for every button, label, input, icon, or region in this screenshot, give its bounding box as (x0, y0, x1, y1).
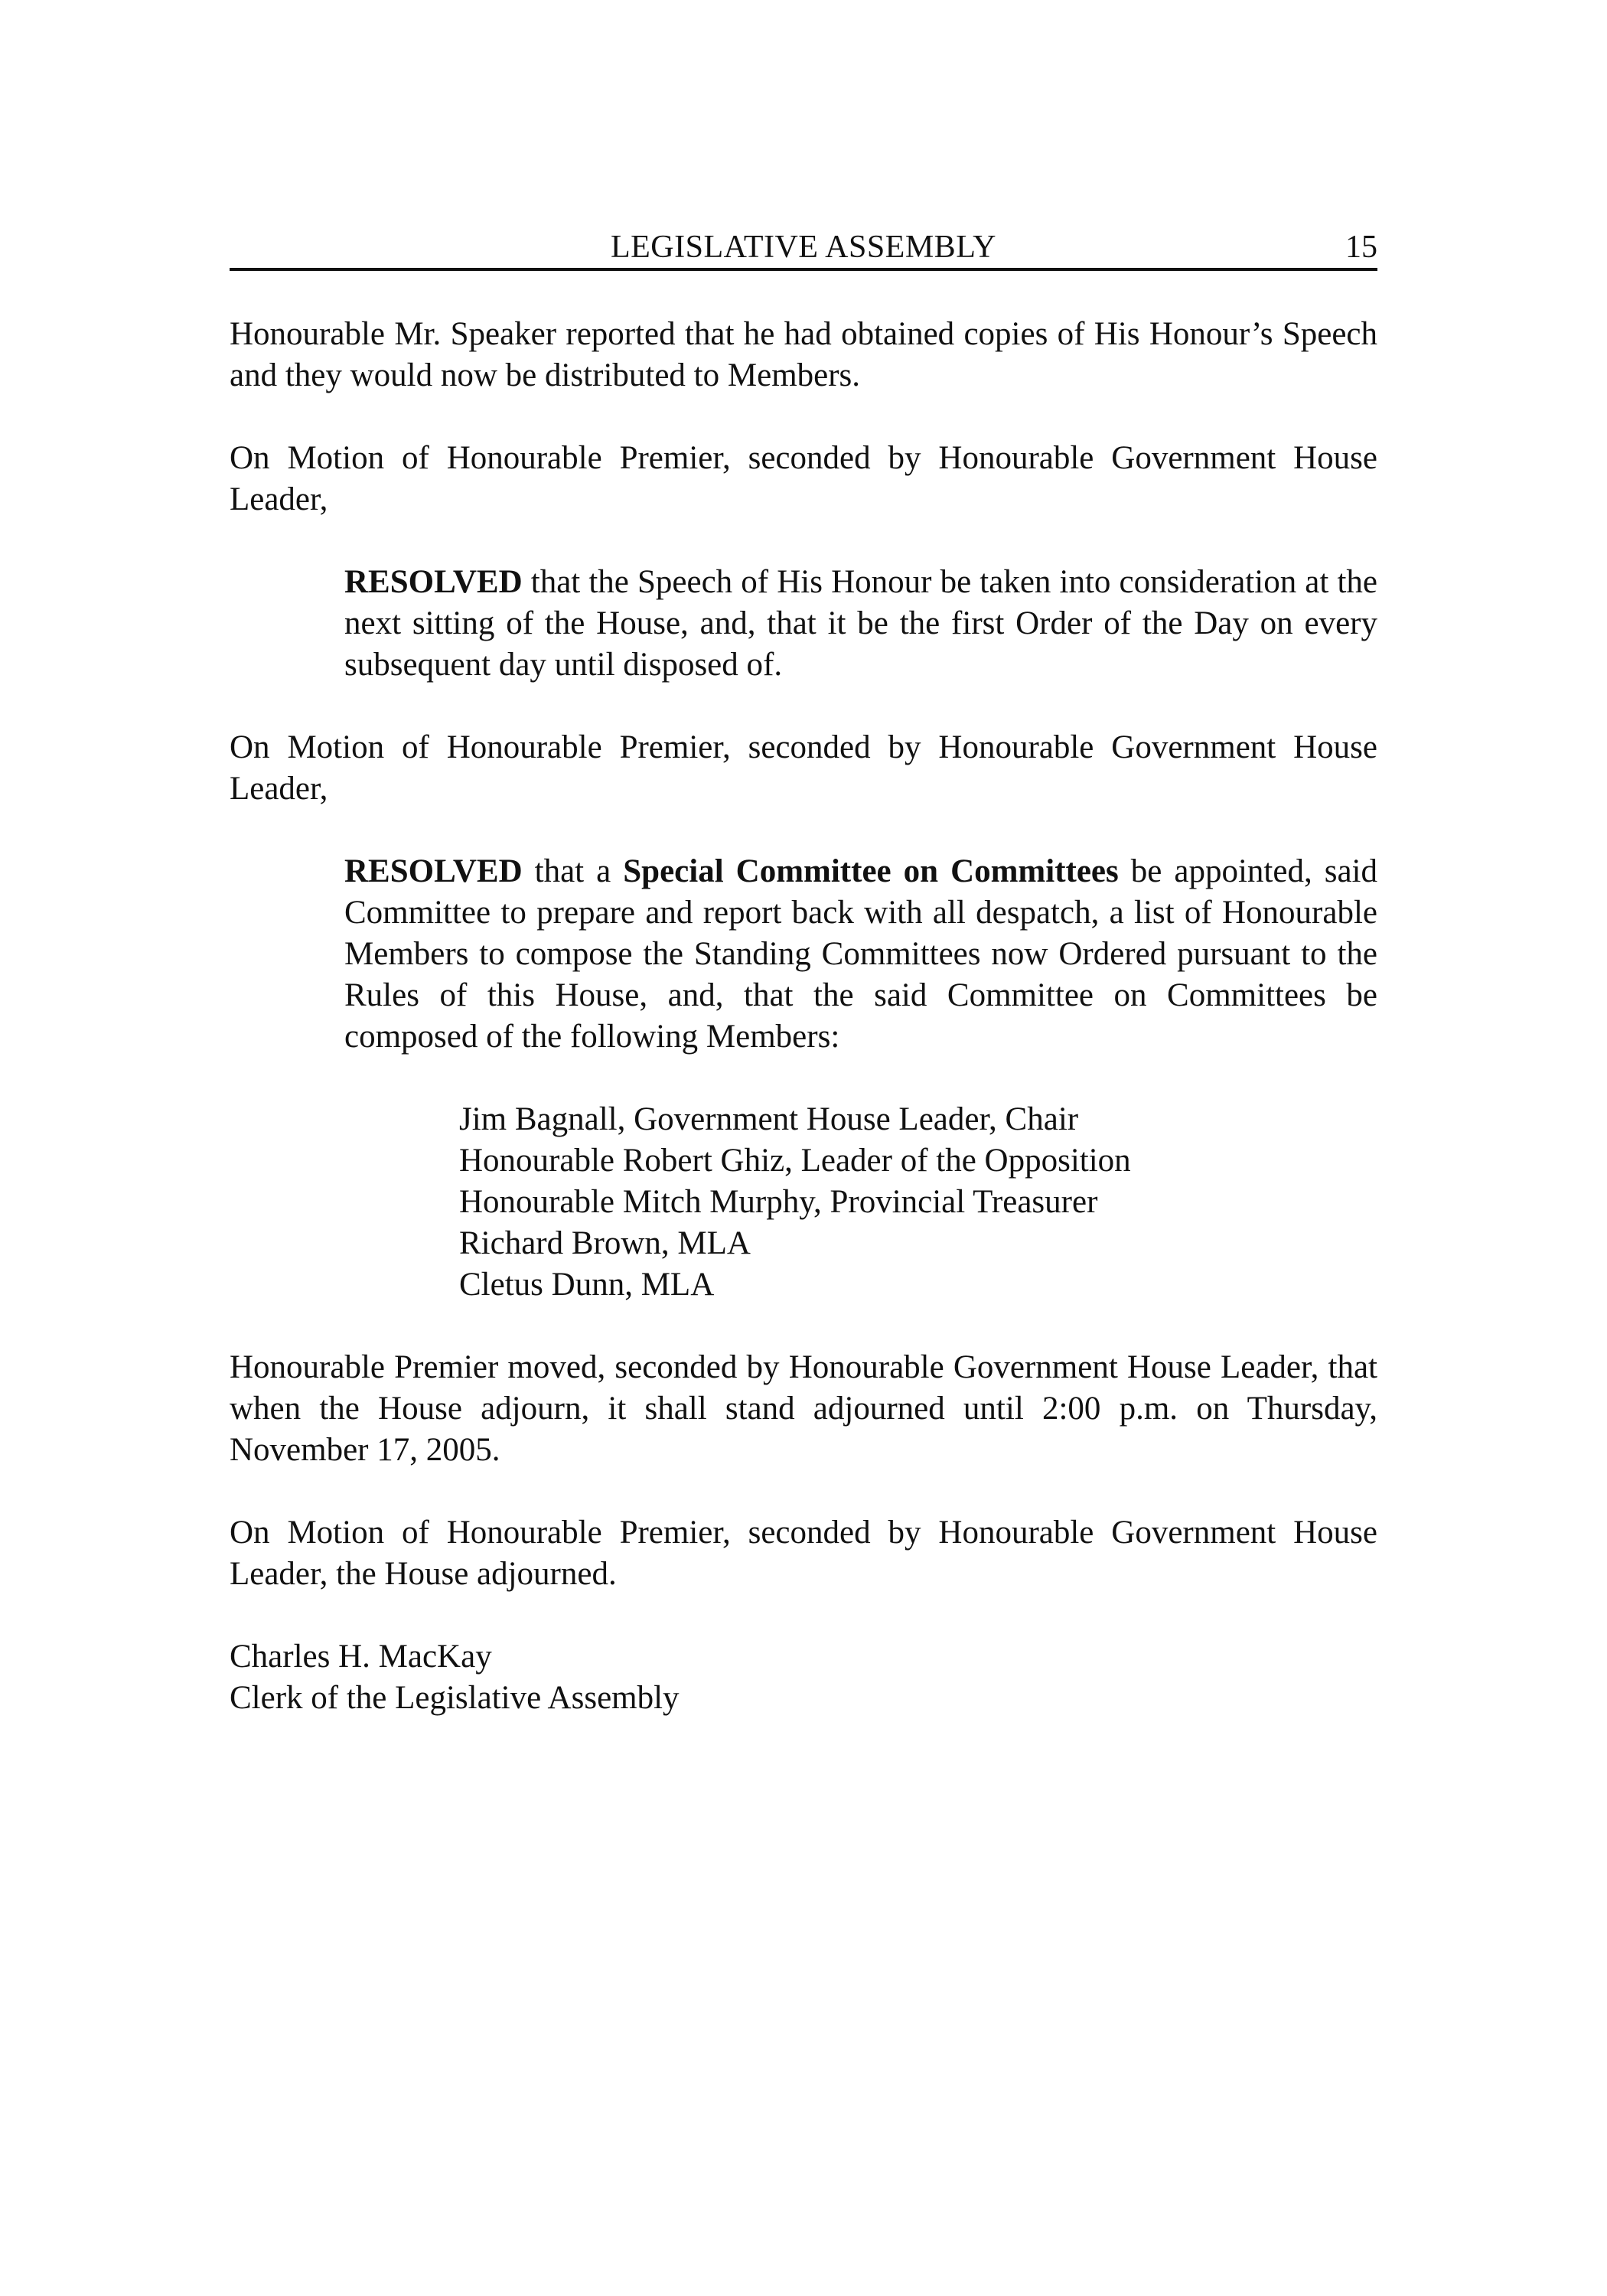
paragraph-speaker-report: Honourable Mr. Speaker reported that he had obtained copies of His Honour’s Speech and they would now be distributed to Members. (230, 316, 1377, 393)
member-item: Honourable Mitch Murphy, Provincial Treasurer (459, 1184, 1098, 1220)
member-item: Cletus Dunn, MLA (459, 1267, 715, 1303)
committee-members-list (459, 1099, 1377, 1306)
signature-block (230, 1636, 1377, 1719)
paragraph-motion-2: On Motion of Honourable Premier, seconded by Honourable Government House Leader, (230, 729, 1377, 807)
header-title: LEGISLATIVE ASSEMBLY (611, 230, 996, 265)
resolution-committee-text: be appointed, said Committee to prepare and report back with all despatch, a list of Honourable Members to compose the Standing Committees now Ordered pursuant to the Rules of this House, and, that the said Committee on Committees be composed of the following Members: (344, 853, 1377, 1055)
running-header (230, 227, 1377, 271)
paragraph-adjournment-motion: Honourable Premier moved, seconded by Honourable Government House Leader, that when the House adjourn, it shall stand adjourned until 2:00 p.m. on Thursday, November 17, 2005. (230, 1349, 1377, 1468)
member-item: Jim Bagnall, Government House Leader, Chair (459, 1101, 1079, 1137)
paragraph-motion-1: On Motion of Honourable Premier, seconded by Honourable Government House Leader, (230, 440, 1377, 517)
page-number: 15 (1345, 230, 1377, 265)
resolved-keyword: RESOLVED (344, 853, 523, 889)
resolution-speech (344, 562, 1377, 686)
signatory-title: Clerk of the Legislative Assembly (230, 1680, 680, 1716)
resolution-committee (344, 851, 1377, 1058)
signatory-name: Charles H. MacKay (230, 1639, 492, 1675)
resolution-committee-pre: that a (522, 853, 624, 889)
member-item: Honourable Robert Ghiz, Leader of the Opposition (459, 1143, 1131, 1179)
resolved-keyword: RESOLVED (344, 564, 523, 600)
document-body (230, 314, 1377, 1719)
document-page (230, 0, 1377, 2296)
committee-name: Special Committee on Committees (623, 853, 1119, 889)
member-item: Richard Brown, MLA (459, 1225, 751, 1261)
paragraph-house-adjourned: On Motion of Honourable Premier, seconded by Honourable Government House Leader, the House adjourned. (230, 1515, 1377, 1592)
resolution-speech-text: that the Speech of His Honour be taken into consideration at the next sitting of the House, and, that it be the first Order of the Day on every subsequent day until disposed of. (344, 564, 1377, 683)
